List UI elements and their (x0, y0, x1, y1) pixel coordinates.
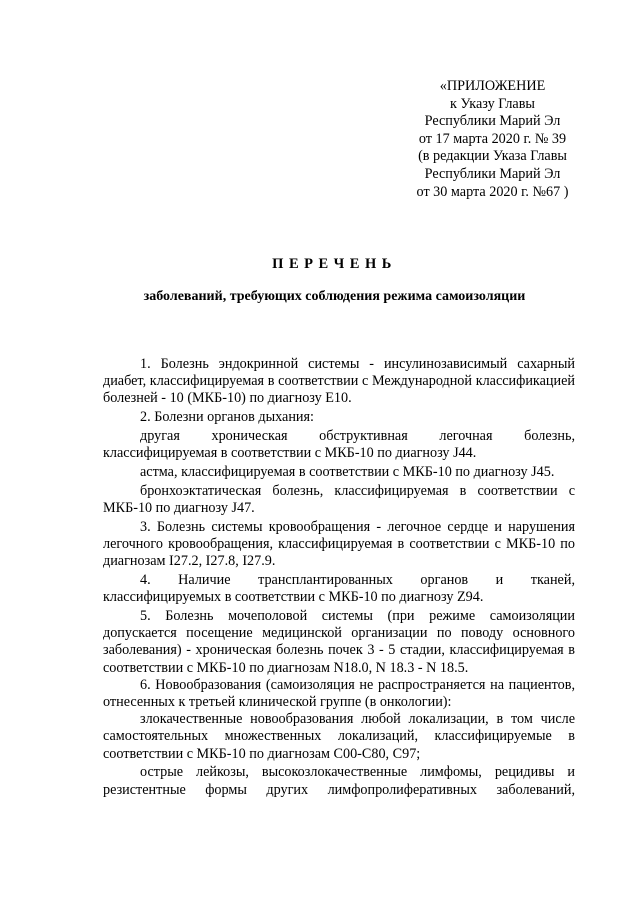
paragraph-sub-item: злокачественные новообразования любой локализации, в том числе самостоятельных множественных локализаций, классифицируемые в соответствии с МКБ-10 по диагнозам С00-С80, С97; (103, 711, 575, 762)
paragraph-sub-item: другая хроническая обструктивная легочная болезнь, классифицируемая в соответствии с МКБ-10 по диагнозу J44. (103, 428, 575, 462)
header-line: Республики Марий Эл (424, 113, 561, 130)
paragraph-sub-item: острые лейкозы, высокозлокачественные лимфомы, рецидивы и резистентные формы других лимфопролиферативных заболеваний, (103, 764, 575, 798)
document-subtitle: заболеваний, требующих соблюдения режима самоизоляции (143, 289, 526, 304)
appendix-header (370, 78, 615, 201)
paragraph-item-4: 4. Наличие трансплантированных органов и тканей, классифицируемых в соответствии с МКБ-10 по диагнозу Z94. (103, 572, 575, 606)
paragraph-sub-item: астма, классифицируемая в соответствии с МКБ-10 по диагнозу J45. (140, 464, 555, 480)
paragraph-item-6: 6. Новообразования (самоизоляция не распространяется на пациентов, отнесенных к третьей клинической группе (в онкологии): (103, 676, 575, 711)
paragraph-item-1: 1. Болезнь эндокринной системы - инсулинозависимый сахарный диабет, классифицируемая в соответствии с Международной классификацией болезней - 10 (МКБ-10) по диагнозу Е10. (103, 356, 575, 407)
header-line: Республики Марий Эл (424, 165, 561, 182)
document-body (103, 356, 575, 800)
header-line: от 17 марта 2020 г. № 39 (418, 130, 567, 147)
paragraph-item-5: 5. Болезнь мочеполовой системы (при режиме самоизоляции допускается посещение медицинской организации по поводу основного заболевания) - хроническая болезнь почек 3 - 5 стадии, классифицируемая в соответствии с МКБ-10 по диагнозам N18.0, N 18.3 - N 18.5. (103, 608, 575, 676)
document-title: ПЕРЕЧЕНЬ (272, 256, 397, 272)
header-line: «ПРИЛОЖЕНИЕ (439, 78, 546, 94)
paragraph-sub-item: бронхоэктатическая болезнь, классифицируемая в соответствии с МКБ-10 по диагнозу J47. (103, 482, 575, 516)
header-line: к Указу Главы (450, 95, 535, 112)
header-line: от 30 марта 2020 г. №67 ) (416, 183, 569, 200)
header-line: (в редакции Указа Главы (418, 148, 567, 165)
paragraph-item-3: 3. Болезнь системы кровообращения - легочное сердце и нарушения легочного кровообращения, классифицируемая в соответствии с МКБ-10 по диагнозам I27.2, I27.8, I27.9. (103, 518, 575, 570)
paragraph-item-2: 2. Болезни органов дыхания: (140, 409, 314, 426)
